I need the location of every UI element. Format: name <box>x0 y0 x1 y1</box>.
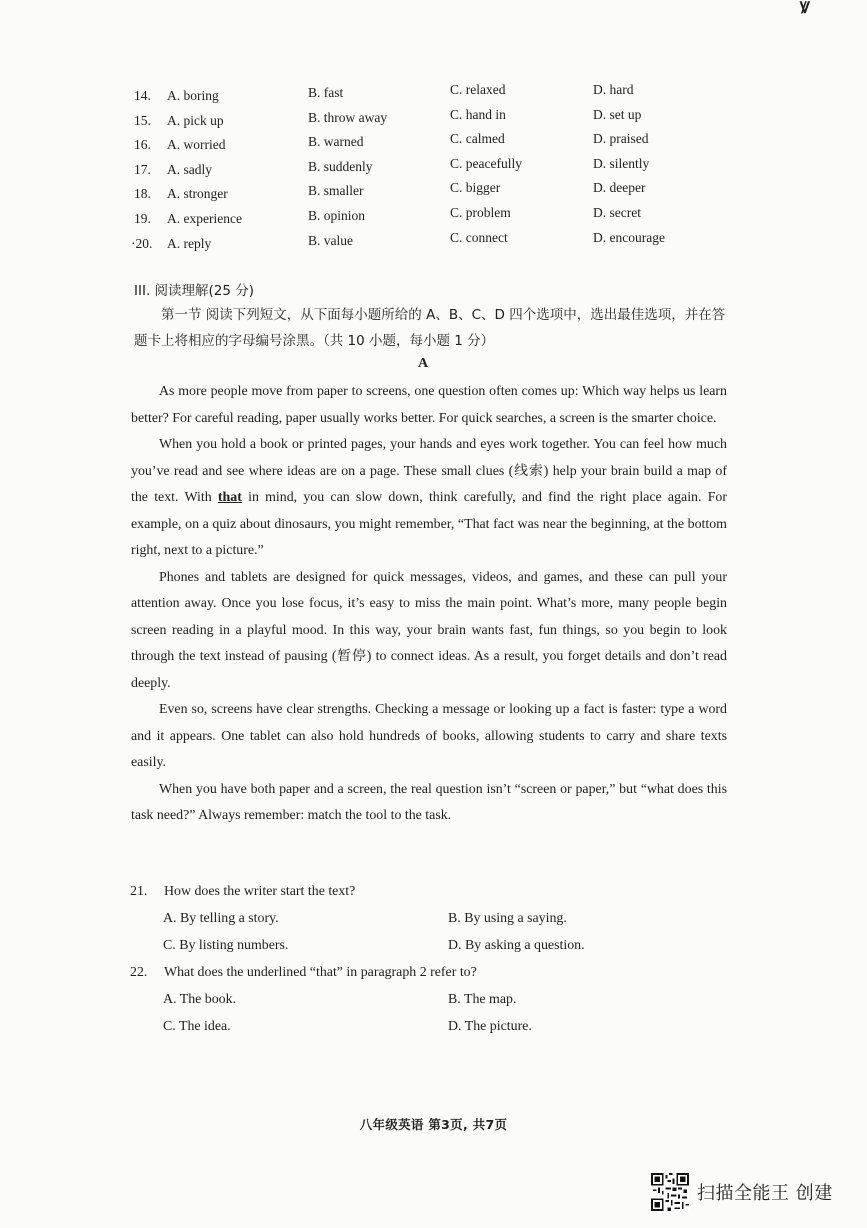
question-22 <box>130 965 730 1073</box>
question-number: 15. <box>134 112 151 128</box>
option-a: A. stronger <box>167 186 228 202</box>
question-number: 18. <box>134 186 151 202</box>
option-row <box>134 105 754 130</box>
option-row <box>134 178 754 203</box>
option-d: D. encourage <box>593 229 665 245</box>
page-footer: 八年级英语 第3页, 共7页 <box>359 1117 508 1132</box>
option-c: C. bigger <box>450 180 501 196</box>
option-a: A. boring <box>167 88 219 103</box>
paragraph-3: Phones and tablets are designed for quick messages, videos, and games, and these can pull your attention away. Once you lose focus, it’s easy to miss the main point. What’s more, many people begin screen reading in a playful mood. In this way, your brain wants fast, fun things, so you begin to look through the text instead of pausing (暂停) to connect ideas. As a result, you forget details and don’t read deeply. <box>131 569 727 691</box>
option-a: A. pick up <box>167 112 224 128</box>
paragraph-1: As more people move from paper to screens, one question often comes up: Which way helps us learn better? For careful reading, paper usually works better. For quick searches, a screen is the smarter choice. <box>131 384 727 426</box>
option-d: D. silently <box>593 155 650 171</box>
question-text: What does the underlined “that” in paragraph 2 refer to? <box>164 965 477 980</box>
paragraph-2-after: in mind, you can slow down, think carefully, and find the right place again. For example, on a quiz about dinosaurs, you might remember, “That fact was near the beginning, at the bottom right, next to a picture.” <box>131 490 727 558</box>
reading-passage <box>131 379 727 830</box>
paragraph-2 <box>131 432 727 565</box>
paragraph-2-before: When you hold a book or printed pages, your hands and eyes work together. You can feel how much you’ve read and see where ideas are on a page. These small clues (线索) help your brain build a map of the text. With <box>131 437 727 505</box>
option-a: A. sadly <box>167 161 212 177</box>
question-number: ·20. <box>131 235 153 251</box>
scanner-watermark <box>651 1172 833 1212</box>
choice-c: C. By listing numbers. <box>163 938 289 953</box>
option-row <box>134 129 754 154</box>
option-c: C. hand in <box>450 106 506 122</box>
option-c: C. calmed <box>450 131 505 147</box>
choice-d: D. The picture. <box>448 1019 532 1034</box>
section-instructions: 第一节 阅读下列短文，从下面每小题所给的 A、B、C、D 四个选项中，选出最佳选项，并在答题卡上将相应的字母编号涂黑。（共 10 小题，每小题 1 分） <box>134 307 726 349</box>
option-d: D. praised <box>593 131 649 147</box>
option-d: D. hard <box>593 82 634 97</box>
option-c: C. connect <box>450 229 508 245</box>
option-d: D. set up <box>593 106 642 122</box>
option-b: B. warned <box>308 134 364 150</box>
option-row <box>134 154 754 179</box>
choice-a: A. By telling a story. <box>163 911 279 926</box>
option-b: B. opinion <box>308 207 366 223</box>
choice-b: B. The map. <box>448 992 517 1007</box>
question-number: 22. <box>130 965 148 980</box>
question-number: 16. <box>134 137 151 153</box>
question-number: 17. <box>134 161 151 177</box>
passage-letter: A <box>418 356 429 371</box>
choice-d: D. By asking a question. <box>448 938 585 953</box>
option-a: A. experience <box>167 210 242 226</box>
paragraph-5: When you have both paper and a screen, the real question isn’t “screen or paper,” but “what does this task need?” Always remember: match the tool to the task. <box>131 781 727 823</box>
corner-mark: Ꝟ <box>800 0 810 17</box>
choice-b: B. By using a saying. <box>448 911 567 926</box>
section-title: III. 阅读理解(25 分) <box>134 283 255 299</box>
option-row <box>131 228 754 253</box>
option-c: C. peacefully <box>450 155 522 171</box>
option-d: D. secret <box>593 204 641 220</box>
answer-options-grid <box>131 80 754 252</box>
choice-c: C. The idea. <box>163 1019 231 1034</box>
questions <box>130 884 730 1073</box>
option-b: B. throw away <box>308 109 388 125</box>
option-row <box>134 203 754 228</box>
choice-a: A. The book. <box>163 992 237 1007</box>
option-d: D. deeper <box>593 180 646 196</box>
watermark-text: 扫描全能王 创建 <box>697 1183 833 1204</box>
option-b: B. suddenly <box>308 158 373 174</box>
option-b: B. fast <box>308 85 344 100</box>
option-b: B. smaller <box>308 183 364 199</box>
option-c: C. relaxed <box>450 82 506 97</box>
option-b: B. value <box>308 232 353 248</box>
question-text: How does the writer start the text? <box>164 884 356 899</box>
question-stem <box>130 884 355 900</box>
option-row <box>134 80 754 105</box>
qr-code-icon <box>651 1173 689 1211</box>
question-number: 21. <box>130 884 148 899</box>
question-number: 14. <box>134 88 151 103</box>
paragraph-4: Even so, screens have clear strengths. Checking a message or looking up a fact is faster: type a word and it appears. One tablet can also hold hundreds of books, allowing students to carry and share texts easily. <box>131 702 727 770</box>
question-number: 19. <box>134 210 151 226</box>
option-c: C. problem <box>450 204 511 220</box>
question-stem <box>130 965 477 981</box>
option-a: A. worried <box>167 137 226 153</box>
underlined-word: that <box>217 490 242 505</box>
option-a: A. reply <box>167 235 212 251</box>
